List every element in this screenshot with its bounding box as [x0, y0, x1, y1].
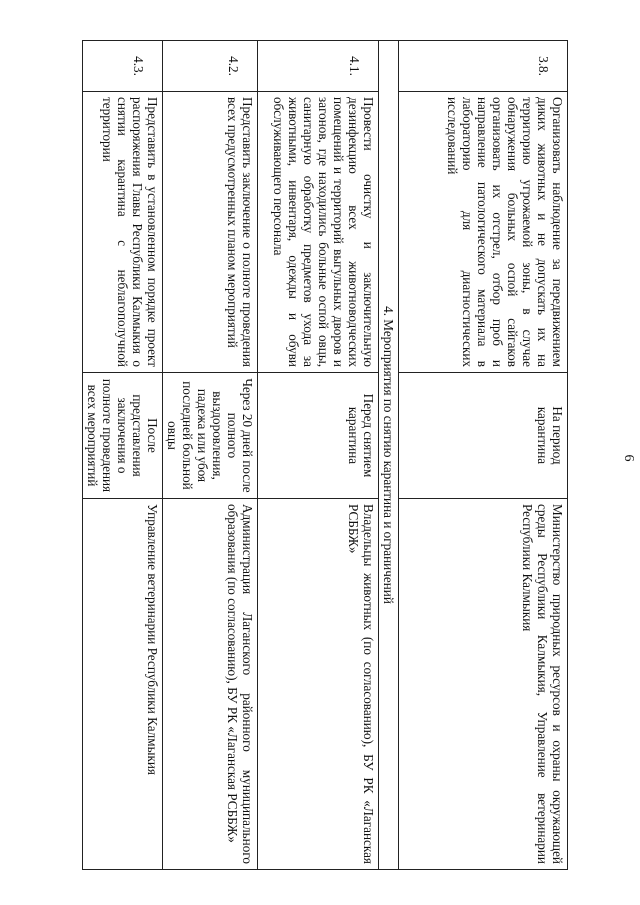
section-heading: 4. Мероприятия по снятию карантина и ограничений — [379, 41, 399, 870]
table-row — [163, 41, 258, 870]
row-number: 3.8. — [399, 41, 568, 92]
term-cell: На период карантина — [399, 373, 568, 499]
row-number: 4.3. — [83, 41, 163, 92]
row-number: 4.2. — [163, 41, 258, 92]
term-cell: После представления заключения о полноте проведения всех мероприятий — [83, 373, 163, 499]
measure-cell: Представить заключение о полноте проведения всех предусмотренных планом мероприятий — [163, 92, 258, 373]
table-row — [399, 41, 568, 870]
term-cell: Перед снятием карантина — [258, 373, 379, 499]
measure-cell: Провести очистку и заключительную дезинфекцию всех животноводческих помещений и территорий выгульных дворов и загонов, где находились больные оспой овцы, санитарную обработку предметов ухода за животными, инвентаря, одежды и обуви обслуживающего персонала — [258, 92, 379, 373]
responsible-cell: Администрация Лаганского районного муниципального образования (по согласованию), БУ РК «Лаганская РСББЖ» — [163, 499, 258, 870]
table-row — [83, 41, 163, 870]
term-cell: Через 20 дней после полного выздоровления, падежа или убоя последней больной овцы — [163, 373, 258, 499]
section-row — [379, 41, 399, 870]
measure-cell: Представить в установленном порядке проект распоряжения Главы Республики Калмыкия о снятии карантина с неблагополучной территории — [83, 92, 163, 373]
table-row — [258, 41, 379, 870]
page-number: 6 — [621, 454, 636, 462]
responsible-cell: Управление ветеринарии Республики Калмыкия — [83, 499, 163, 870]
responsible-cell: Министерство природных ресурсов и охраны окружающей среды Республики Калмыкия, Управление ветеринарии Республики Калмыкия — [399, 499, 568, 870]
responsible-cell: Владельцы животных (по согласованию), БУ РК «Лаганская РСББЖ» — [258, 499, 379, 870]
measures-table — [82, 40, 568, 870]
measure-cell: Организовать наблюдение за передвижением диких животных и не допускать их на территорию угрожаемой зоны, в случае обнаружения больных оспой сайгаков организовать их отстрел, отбор проб и направление патологического материала в лабораторию для диагностических исследований — [399, 92, 568, 373]
row-number: 4.1. — [258, 41, 379, 92]
